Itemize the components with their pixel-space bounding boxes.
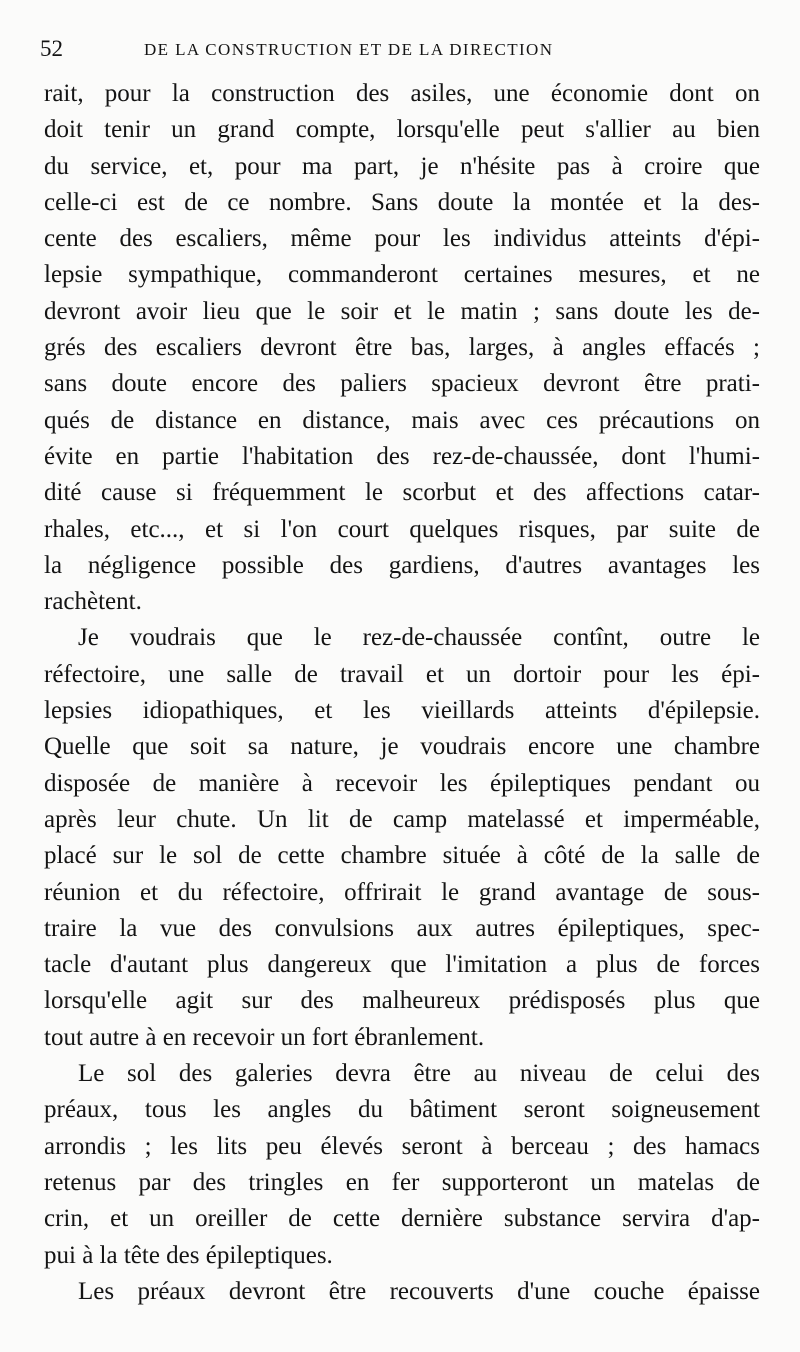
text-line: rachètent. [44, 588, 142, 616]
text-line: lepsie sympathique, commanderont certaines mesures, et ne [44, 261, 760, 289]
text-line: cente des escaliers, même pour les individus atteints d'épi- [44, 225, 760, 253]
text-line: dité cause si fréquemment le scorbut et des affections catar- [44, 479, 760, 507]
text-line: crin, et un oreiller de cette dernière substance servira d'ap- [44, 1205, 760, 1233]
text-line: retenus par des tringles en fer supporteront un matelas de [44, 1168, 760, 1196]
page-number: 52 [40, 36, 63, 61]
text-line: évite en partie l'habitation des rez-de-chaussée, dont l'humi- [44, 442, 760, 470]
text-line: qués de distance en distance, mais avec ces précautions on [44, 406, 760, 434]
text-line: placé sur le sol de cette chambre située à côté de la salle de [44, 842, 760, 870]
text-line: tout autre à en recevoir un fort ébranlement. [44, 1023, 485, 1051]
text-line: rhales, etc..., et si l'on court quelques risques, par suite de [44, 515, 760, 543]
text-line: sans doute encore des paliers spacieux devront être prati- [44, 370, 760, 398]
text-line: tacle d'autant plus dangereux que l'imitation a plus de forces [44, 951, 760, 979]
paragraph-first-line: Je voudrais que le rez-de-chaussée contînt, outre le [78, 624, 760, 652]
text-line: réfectoire, une salle de travail et un dortoir pour les épi- [44, 660, 760, 688]
page-header [40, 36, 760, 66]
text-line: rait, pour la construction des asiles, une économie dont on [44, 80, 760, 107]
text-line: lorsqu'elle agit sur des malheureux prédisposés plus que [44, 987, 760, 1015]
text-line: doit tenir un grand compte, lorsqu'elle peut s'allier au bien [44, 116, 760, 144]
text-line: grés des escaliers devront être bas, larges, à angles effacés ; [44, 334, 760, 362]
running-title: DE LA CONSTRUCTION ET DE LA DIRECTION [144, 40, 554, 59]
text-line: du service, et, pour ma part, je n'hésite pas à croire que [44, 152, 760, 180]
text-line: arrondis ; les lits peu élevés seront à berceau ; des hamacs [44, 1132, 760, 1160]
text-line: pui à la tête des épileptiques. [44, 1241, 333, 1269]
body-text [44, 76, 760, 1310]
text-line: réunion et du réfectoire, offrirait le grand avantage de sous- [44, 878, 760, 906]
text-line: après leur chute. Un lit de camp matelassé et imperméable, [44, 805, 760, 833]
paragraph-first-line: Les préaux devront être recouverts d'une couche épaisse [78, 1277, 760, 1305]
text-line: préaux, tous les angles du bâtiment seront soigneusement [44, 1096, 760, 1124]
text-line: la négligence possible des gardiens, d'autres avantages les [44, 551, 760, 579]
paragraph-first-line: Le sol des galeries devra être au niveau de celui des [78, 1060, 760, 1088]
text-line: devront avoir lieu que le soir et le matin ; sans doute les de- [44, 297, 760, 325]
text-line: traire la vue des convulsions aux autres épileptiques, spec- [44, 914, 760, 942]
text-line: celle-ci est de ce nombre. Sans doute la montée et la des- [44, 188, 760, 216]
text-line: lepsies idiopathiques, et les vieillards atteints d'épilepsie. [44, 697, 760, 725]
text-line: Quelle que soit sa nature, je voudrais encore une chambre [44, 733, 760, 761]
text-line: disposée de manière à recevoir les épileptiques pendant ou [44, 769, 760, 797]
